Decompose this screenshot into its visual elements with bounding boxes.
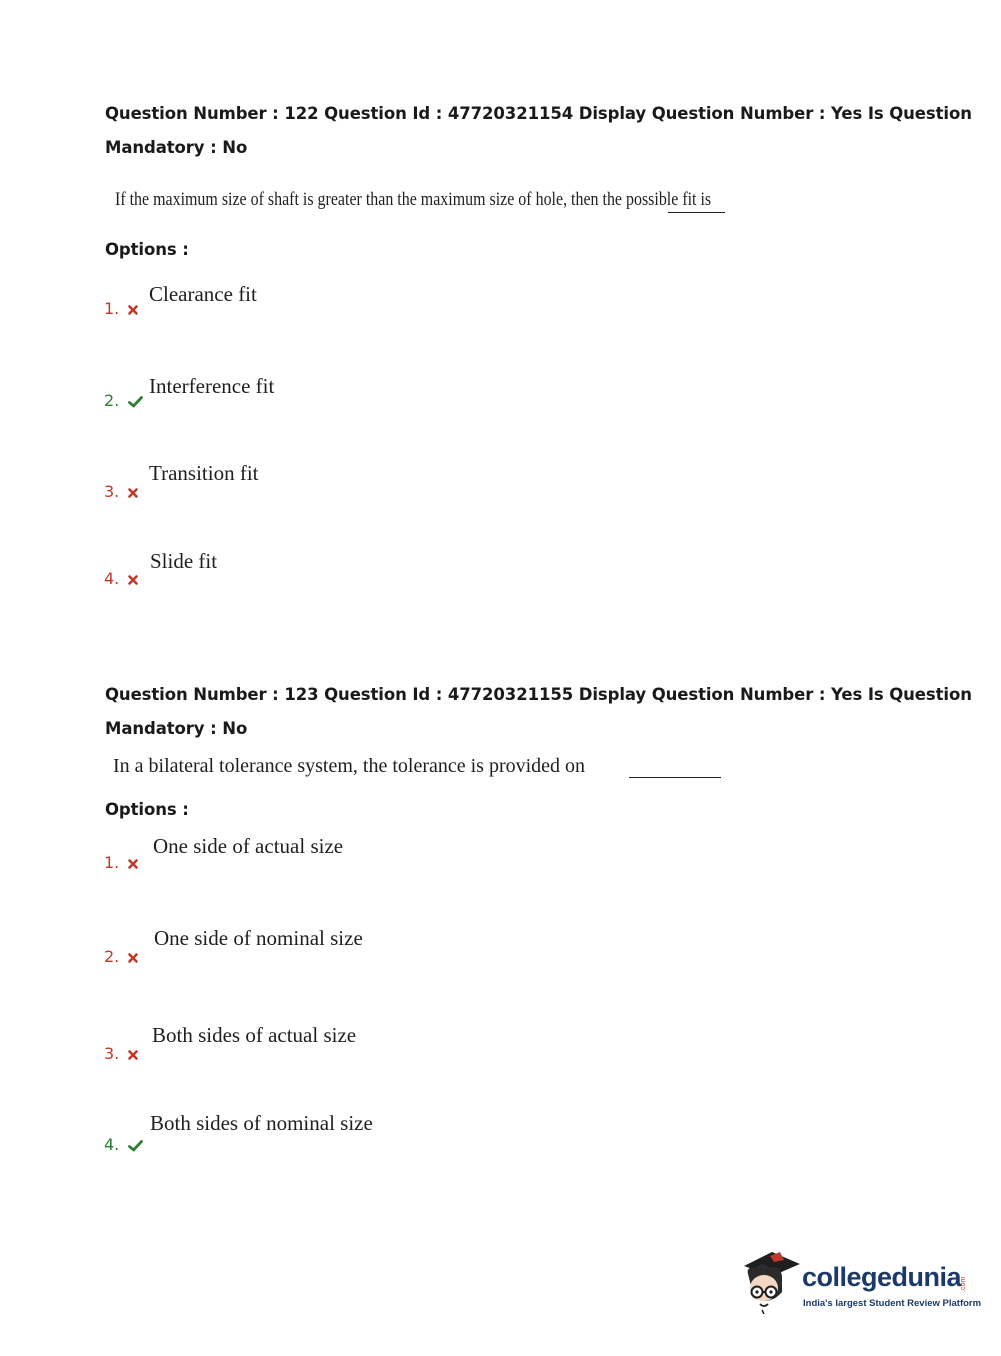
option-number: [104, 482, 138, 501]
question-text-content: If the maximum size of shaft is greater than the maximum size of hole, then the possible fit is: [115, 189, 712, 210]
option-text: Interference fit: [149, 374, 275, 398]
options-heading: Options :: [105, 800, 189, 819]
option-number: [104, 569, 138, 588]
option-text: Both sides of actual size: [152, 1023, 357, 1047]
option-number-text: 1.: [104, 299, 120, 318]
question-meta-line2: Mandatory : No: [105, 719, 248, 738]
option-text: Transition fit: [149, 461, 259, 485]
option-number-text: 2.: [104, 391, 120, 410]
option-number: [104, 947, 138, 966]
option-number-text: 2.: [104, 947, 120, 966]
cross-icon: [128, 305, 138, 315]
collegedunia-logo: [740, 1248, 980, 1318]
option-number-text: 3.: [104, 1044, 120, 1063]
option-text: Clearance fit: [149, 282, 257, 306]
logo-suffix: .com: [960, 1276, 967, 1292]
option-number-text: 4.: [104, 1135, 120, 1154]
option-text: Slide fit: [150, 549, 218, 573]
question-meta-line1: Question Number : 122 Question Id : 47720321154 Display Question Number : Yes Is Question: [105, 104, 972, 123]
option-text: Both sides of nominal size: [150, 1111, 373, 1135]
question-meta-line1: Question Number : 123 Question Id : 47720321155 Display Question Number : Yes Is Question: [105, 685, 972, 704]
cross-icon: [128, 1050, 138, 1060]
logo-tagline: India's largest Student Review Platform: [803, 1298, 982, 1309]
option-text: One side of nominal size: [154, 926, 363, 950]
option-number: [104, 1135, 143, 1154]
answer-blank: [668, 211, 725, 213]
option-number-text: 1.: [104, 853, 120, 872]
answer-blank: [629, 776, 721, 778]
option-number: [104, 391, 143, 410]
question-text: In a bilateral tolerance system, the tolerance is provided on: [113, 755, 586, 777]
mascot-icon: [740, 1248, 804, 1314]
question-text: [115, 189, 825, 211]
option-number-text: 4.: [104, 569, 120, 588]
logo-wordmark: collegedunia: [802, 1262, 962, 1292]
question-meta-line2: Mandatory : No: [105, 138, 248, 157]
cross-icon: [128, 575, 138, 585]
cross-icon: [128, 859, 138, 869]
checkmark-icon: [128, 396, 143, 408]
checkmark-icon: [128, 1140, 143, 1152]
option-number: [104, 1044, 138, 1063]
options-heading: Options :: [105, 240, 189, 259]
cross-icon: [128, 953, 138, 963]
option-text: One side of actual size: [153, 834, 344, 858]
option-number: [104, 853, 138, 872]
option-number-text: 3.: [104, 482, 120, 501]
option-number: [104, 299, 138, 318]
cross-icon: [128, 488, 138, 498]
